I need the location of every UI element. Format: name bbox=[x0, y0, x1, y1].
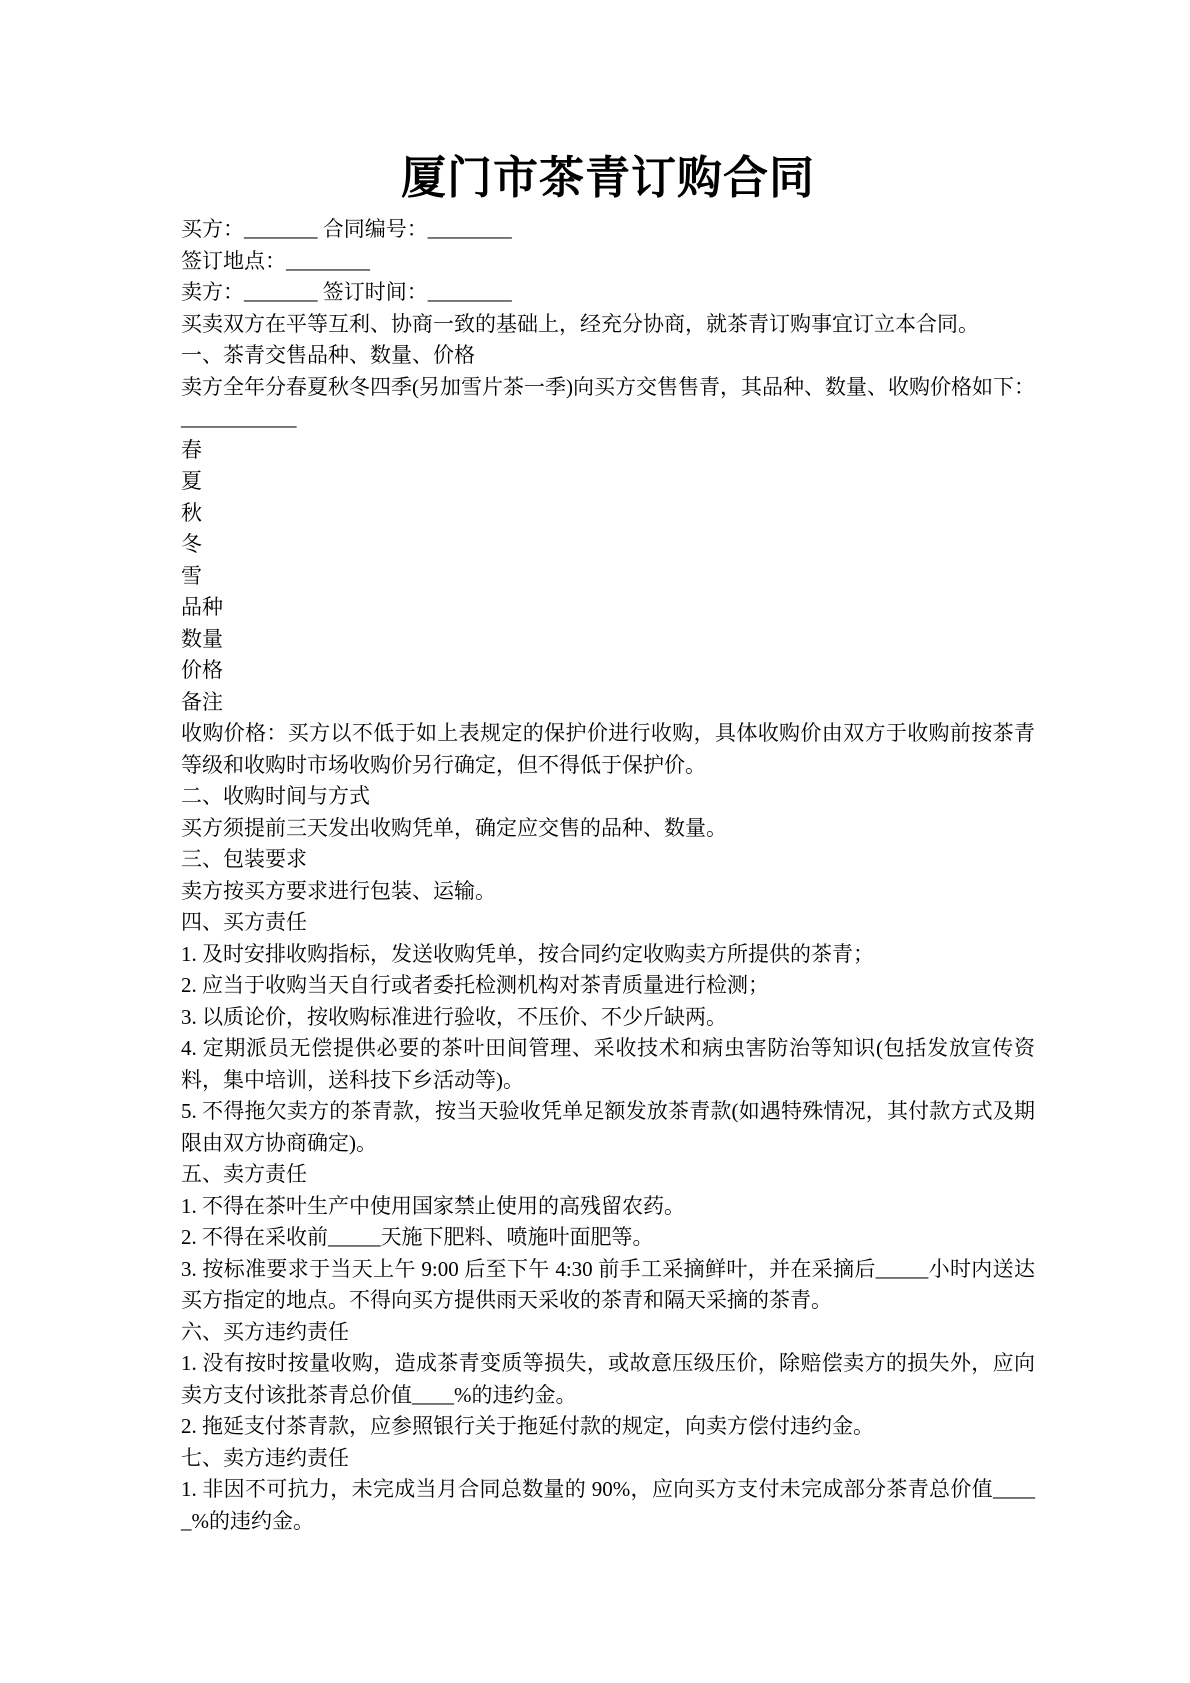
table-label-winter: 冬 bbox=[181, 532, 202, 556]
table-label-quantity: 数量 bbox=[181, 626, 223, 651]
section-7-heading: 七、卖方违约责任 bbox=[181, 1445, 349, 1470]
section-4-item-2: 2. 应当于收购当天自行或者委托检测机构对茶青质量进行检测； bbox=[181, 973, 769, 997]
table-label-summer: 夏 bbox=[181, 469, 202, 493]
signing-place-line: 签订地点：________ bbox=[181, 248, 370, 273]
section-6-item-1: 1. 没有按时按量收购，造成茶青变质等损失，或故意压级压价，除赔偿卖方的损失外，应向卖方支付该批茶青总价值____%的违约金。 bbox=[181, 1351, 1035, 1407]
section-5-heading: 五、卖方责任 bbox=[181, 1162, 307, 1186]
table-label-spring: 春 bbox=[181, 437, 202, 462]
section-5-item-2: 2. 不得在采收前_____天施下肥料、喷施叶面肥等。 bbox=[181, 1225, 654, 1249]
section-3-body: 卖方按买方要求进行包装、运输。 bbox=[181, 878, 496, 903]
section-6-item-2: 2. 拖延支付茶青款，应参照银行关于拖延付款的规定，向卖方偿付违约金。 bbox=[181, 1414, 874, 1438]
section-3-heading: 三、包装要求 bbox=[181, 847, 307, 871]
section-1-heading: 一、茶青交售品种、数量、价格 bbox=[181, 343, 475, 367]
intro-paragraph: 买卖双方在平等互利、协商一致的基础上，经充分协商，就茶青订购事宜订立本合同。 bbox=[181, 311, 979, 336]
purchase-price-note: 收购价格：买方以不低于如上表规定的保护价进行收购，具体收购价由双方于收购前按茶青等级和收购时市场收购价另行确定，但不得低于保护价。 bbox=[181, 721, 1035, 777]
section-6-heading: 六、买方违约责任 bbox=[181, 1319, 349, 1344]
section-4-item-3: 3. 以质论价，按收购标准进行验收，不压价、不少斤缺两。 bbox=[181, 1004, 727, 1029]
section-4-item-1: 1. 及时安排收购指标，发送收购凭单，按合同约定收购卖方所提供的茶青； bbox=[181, 941, 874, 966]
section-7-item-1: 1. 非因不可抗力，未完成当月合同总数量的 90%，应向买方支付未完成部分茶青总价值_____%的违约金。 bbox=[181, 1477, 1035, 1533]
table-label-variety: 品种 bbox=[181, 595, 223, 619]
section-5-item-1: 1. 不得在茶叶生产中使用国家禁止使用的高残留农药。 bbox=[181, 1193, 685, 1218]
table-label-snow: 雪 bbox=[181, 563, 202, 588]
contract-content bbox=[181, 150, 1035, 1537]
section-5-item-3: 3. 按标准要求于当天上午 9:00 后至下午 4:30 前手工采摘鲜叶，并在采摘后_____小时内送达买方指定的地点。不得向买方提供雨天采收的茶青和隔天采摘的茶青。 bbox=[181, 1256, 1035, 1312]
seller-line: 卖方：_______ 签订时间：________ bbox=[181, 280, 512, 304]
table-label-remarks: 备注 bbox=[181, 689, 223, 714]
section-4-item-5: 5. 不得拖欠卖方的茶青款，按当天验收凭单足额发放茶青款(如遇特殊情况，其付款方式及期限由双方协商确定)。 bbox=[181, 1099, 1035, 1155]
document-title: 厦门市茶青订购合同 bbox=[400, 153, 815, 203]
section-4-heading: 四、买方责任 bbox=[181, 910, 307, 934]
section-2-heading: 二、收购时间与方式 bbox=[181, 784, 370, 808]
buyer-line: 买方：_______ 合同编号：________ bbox=[181, 217, 512, 241]
table-label-price: 价格 bbox=[181, 658, 223, 682]
section-1-body: 卖方全年分春夏秋冬四季(另加雪片茶一季)向买方交售售青，其品种、数量、收购价格如下：___________ bbox=[181, 374, 1035, 430]
section-4-item-4: 4. 定期派员无偿提供必要的茶叶田间管理、采收技术和病虫害防治等知识(包括发放宣传资料，集中培训，送科技下乡活动等)。 bbox=[181, 1036, 1035, 1092]
section-2-body: 买方须提前三天发出收购凭单，确定应交售的品种、数量。 bbox=[181, 815, 727, 840]
table-label-autumn: 秋 bbox=[181, 500, 202, 525]
